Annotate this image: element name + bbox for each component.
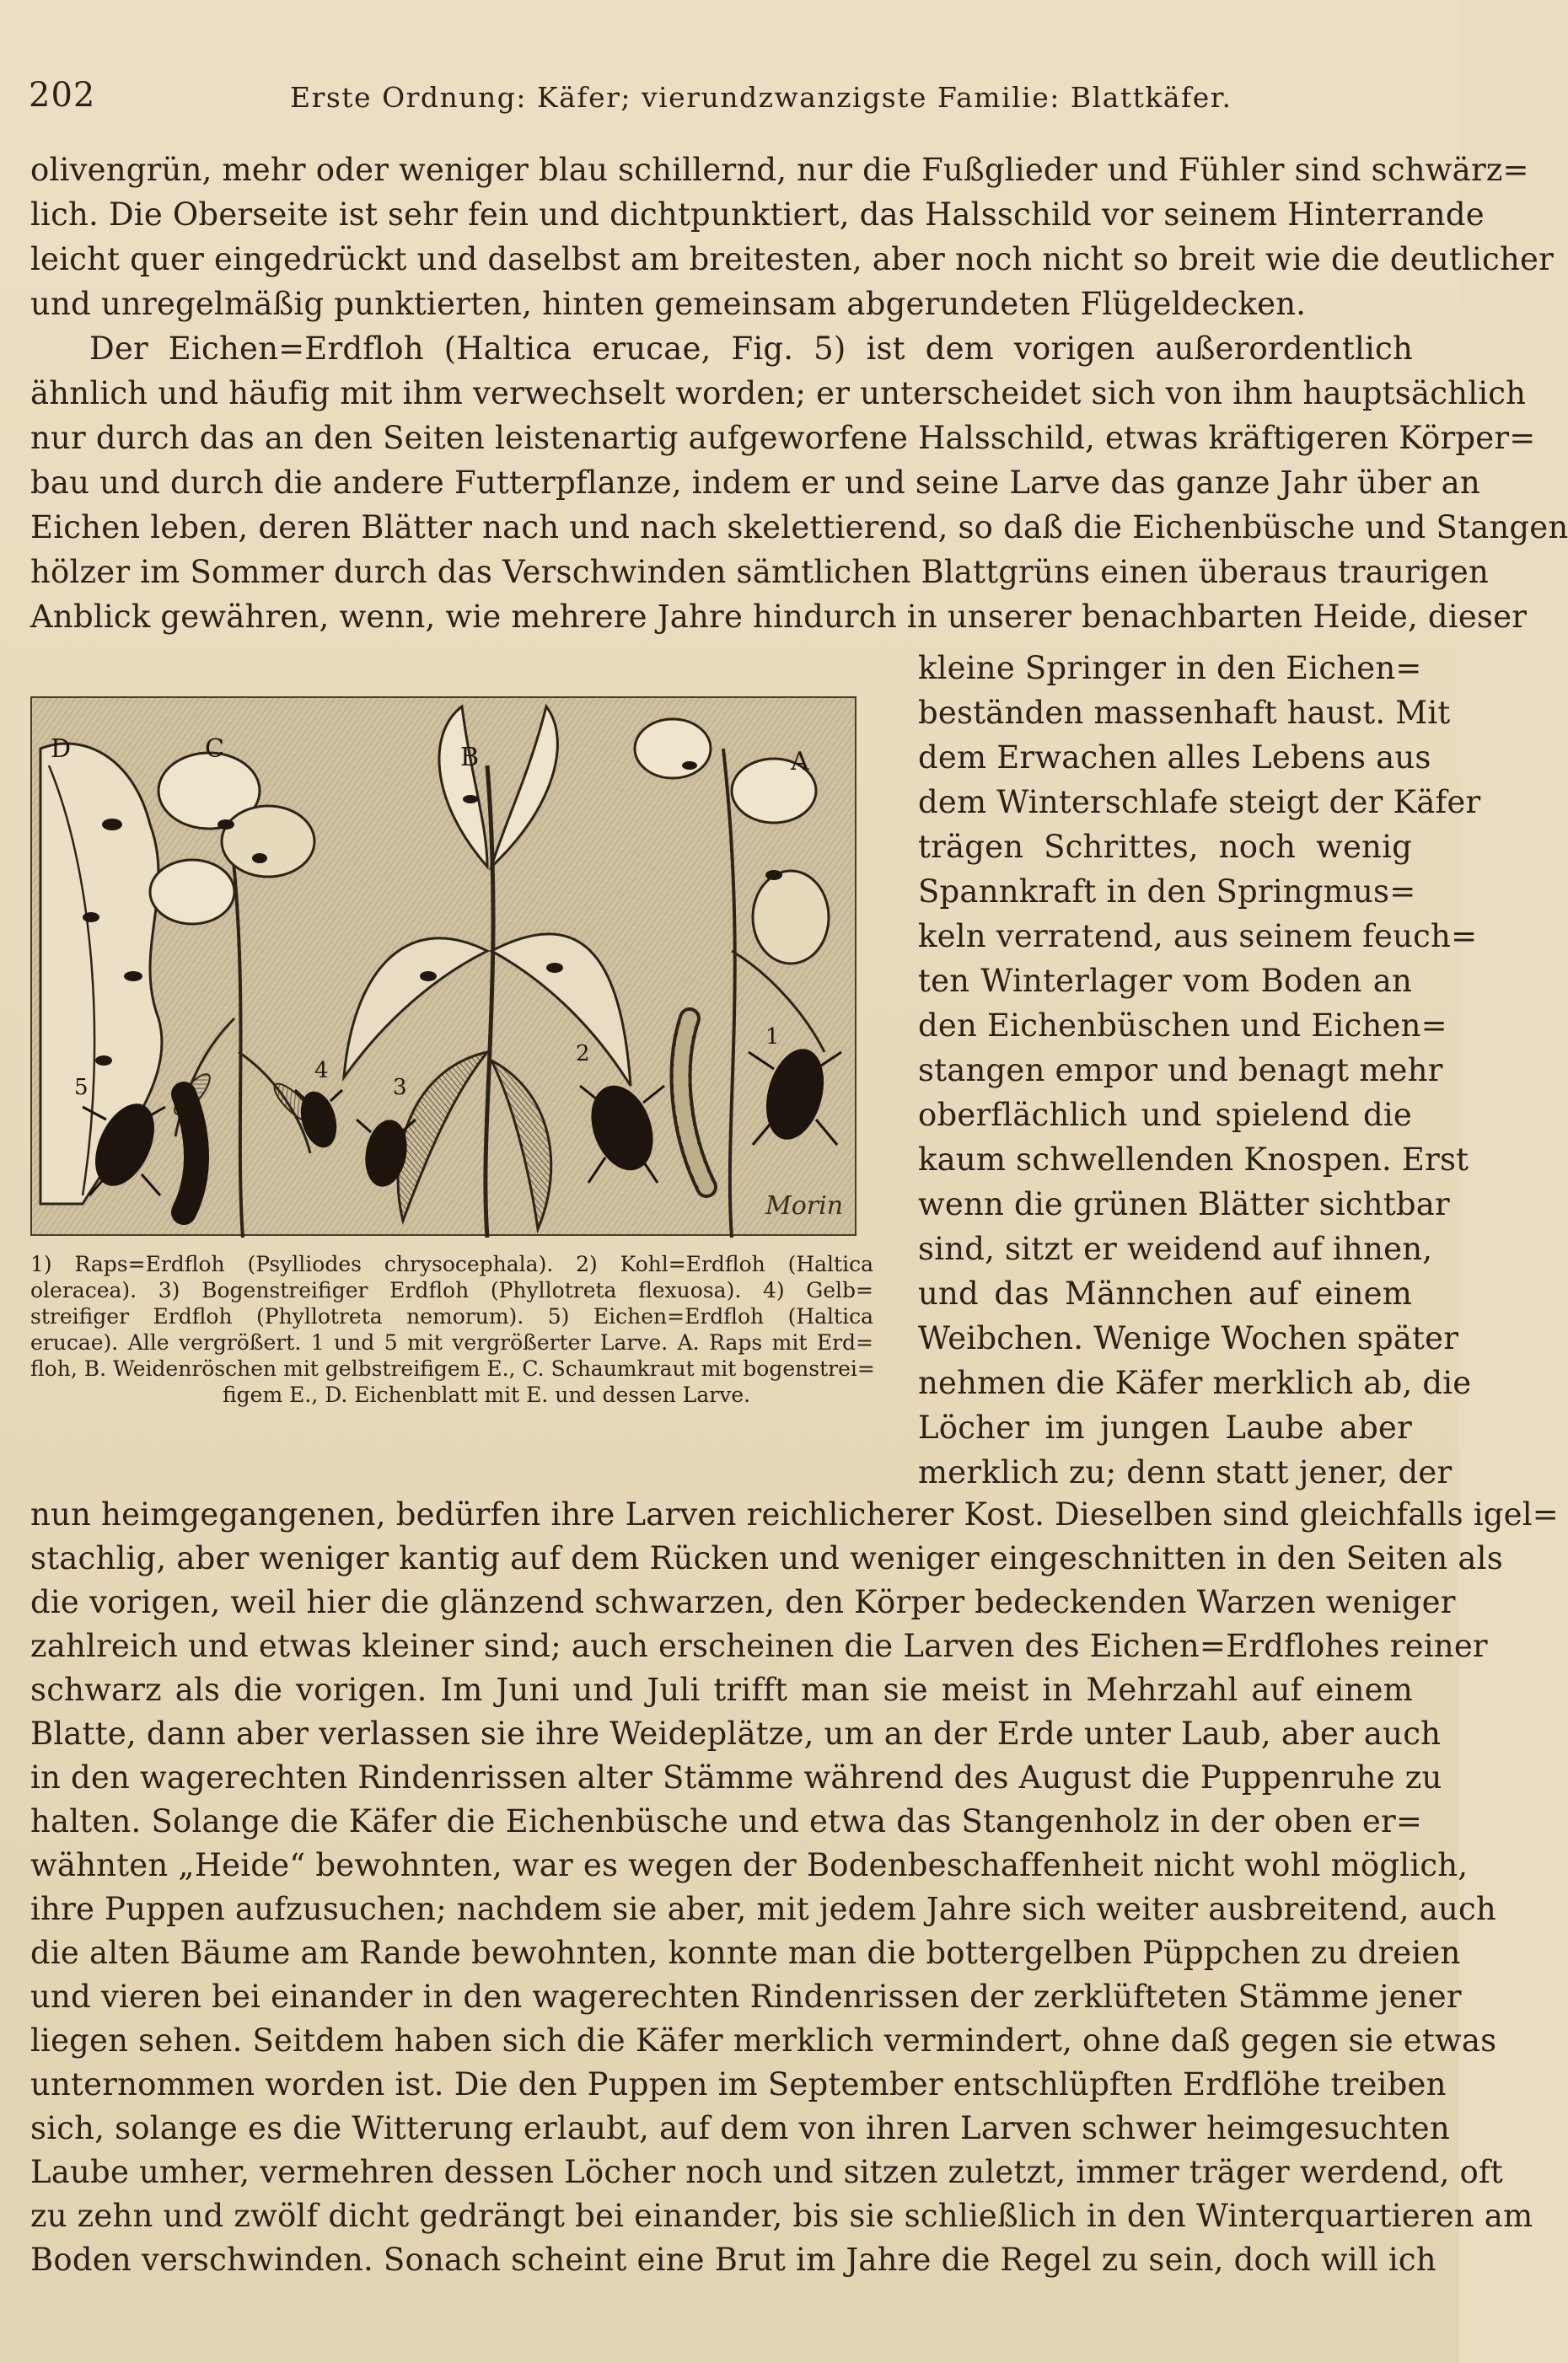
engraving-illustration xyxy=(32,698,855,1234)
text-line: sich, solange es die Witterung erlaubt, auf dem von ihren Larven schwer heimgesuchten xyxy=(30,2110,1450,2146)
caption-line: erucae). Alle vergrößert. 1 und 5 mit vergrößerter Larve. A. Raps mit Erd= xyxy=(30,1330,873,1355)
text-line: und unregelmäßig punktierten, hinten gemeinsam abgerundeten Flügeldecken. xyxy=(30,286,1307,322)
botanical-engraving-figure xyxy=(30,696,856,1236)
text-line: Eichen leben, deren Blätter nach und nach skelettierend, so daß die Eichenbüsche und Stangen xyxy=(30,509,1568,545)
text-line: Boden verschwinden. Sonach scheint eine Brut im Jahre die Regel zu sein, doch will ich xyxy=(30,2242,1436,2278)
side-text-line: kleine Springer in den Eichen= xyxy=(918,650,1422,686)
text-line: halten. Solange die Käfer die Eichenbüsche und etwa das Stangenholz in der oben er= xyxy=(30,1803,1423,1839)
caption-line: oleracea). 3) Bogenstreifiger Erdfloh (Phyllotreta flexuosa). 4) Gelb= xyxy=(30,1278,873,1302)
side-text-line: Löcher im jungen Laube aber xyxy=(918,1410,1412,1446)
text-line: Anblick gewähren, wenn, wie mehrere Jahre hindurch in unserer benachbarten Heide, dieser xyxy=(30,599,1528,635)
page-number: 202 xyxy=(29,76,96,115)
text-line: wähnten „Heide“ bewohnten, war es wegen der Bodenbeschaffenheit nicht wohl möglich, xyxy=(30,1847,1469,1883)
text-line: nur durch das an den Seiten leistenartig aufgeworfene Halsschild, etwas kräftigeren Körper= xyxy=(30,420,1536,456)
text-line: nun heimgegangenen, bedürfen ihre Larven reichlicherer Kost. Dieselben sind gleichfalls igel= xyxy=(30,1496,1560,1533)
side-text-line: stangen empor und benagt mehr xyxy=(918,1052,1443,1088)
plate-letter-c: C xyxy=(205,734,224,764)
side-text-line: wenn die grünen Blätter sichtbar xyxy=(918,1186,1450,1222)
side-text-line: dem Winterschlafe steigt der Käfer xyxy=(918,784,1481,820)
text-line: hölzer im Sommer durch das Verschwinden sämtlichen Blattgrüns einen überaus traurigen xyxy=(30,554,1490,590)
side-text-line: ten Winterlager vom Boden an xyxy=(918,963,1412,999)
plate-number-3: 3 xyxy=(393,1075,407,1100)
plate-number-2: 2 xyxy=(576,1041,590,1066)
side-text-line: nehmen die Käfer merklich ab, die xyxy=(918,1365,1472,1401)
text-line: die vorigen, weil hier die glänzend schwarzen, den Körper bedeckenden Warzen weniger xyxy=(30,1584,1456,1620)
side-text-line: Spannkraft in den Springmus= xyxy=(918,873,1416,910)
side-text-line: dem Erwachen alles Lebens aus xyxy=(918,739,1431,776)
plate-letter-b: B xyxy=(460,743,480,772)
caption-line: figem E., D. Eichenblatt mit E. und dessen Larve. xyxy=(223,1383,751,1407)
side-text-line: merklich zu; denn statt jener, der xyxy=(918,1454,1453,1490)
text-line: die alten Bäume am Rande bewohnten, konnte man die bottergelben Püppchen zu dreien xyxy=(30,1935,1461,1971)
side-text-line: keln verratend, aus seinem feuch= xyxy=(918,918,1478,954)
plate-letter-d: D xyxy=(51,734,72,764)
figure-caption xyxy=(30,1251,873,1408)
side-text-line: Weibchen. Wenige Wochen später xyxy=(918,1320,1459,1356)
plate-number-5: 5 xyxy=(74,1075,89,1100)
plate-number-1: 1 xyxy=(765,1024,780,1050)
larva-figure-5 xyxy=(184,1094,196,1212)
running-head xyxy=(29,71,1411,121)
text-line: in den wagerechten Rindenrissen alter Stämme während des August die Puppenruhe zu xyxy=(30,1759,1442,1796)
text-line: bau und durch die andere Futterpflanze, indem er und seine Larve das ganze Jahr über an xyxy=(30,465,1480,501)
text-line: zu zehn und zwölf dicht gedrängt bei einander, bis sie schließlich in den Winterquartieren am xyxy=(30,2198,1533,2234)
side-text-line: oberflächlich und spielend die xyxy=(918,1097,1412,1133)
plate-letter-a: A xyxy=(791,747,809,776)
caption-line: streifiger Erdfloh (Phyllotreta nemorum). 5) Eichen=Erdfloh (Haltica xyxy=(30,1304,873,1329)
text-line: Blatte, dann aber verlassen sie ihre Weideplätze, um an der Erde unter Laub, aber auch xyxy=(30,1716,1442,1752)
side-text-line: beständen massenhaft haust. Mit xyxy=(918,695,1451,731)
side-text-line: den Eichenbüschen und Eichen= xyxy=(918,1007,1447,1044)
text-line: ähnlich und häufig mit ihm verwechselt worden; er unterscheidet sich von ihm hauptsächlich xyxy=(30,375,1527,411)
text-line: lich. Die Oberseite ist sehr fein und dichtpunktiert, das Halsschild vor seinem Hinterrande xyxy=(30,196,1485,233)
side-text-line: kaum schwellenden Knospen. Erst xyxy=(918,1141,1469,1178)
text-line: und vieren bei einander in den wagerechten Rindenrissen der zerklüfteten Stämme jener xyxy=(30,1979,1462,2015)
running-title: Erste Ordnung: Käfer; vierundzwanzigste Familie: Blattkäfer. xyxy=(290,81,1232,114)
text-line: unternommen worden ist. Die den Puppen im September entschlüpften Erdflöhe treiben xyxy=(30,2066,1447,2103)
text-line: olivengrün, mehr oder weniger blau schillernd, nur die Fußglieder und Fühler sind schwärz= xyxy=(30,152,1529,188)
text-line: schwarz als die vorigen. Im Juni und Juli trifft man sie meist in Mehrzahl auf einem xyxy=(30,1672,1413,1708)
text-line: zahlreich und etwas kleiner sind; auch erscheinen die Larven des Eichen=Erdflohes reiner xyxy=(30,1628,1488,1664)
caption-line: 1) Raps=Erdfloh (Psylliodes chrysocephala). 2) Kohl=Erdfloh (Haltica xyxy=(30,1252,873,1276)
side-text-line: und das Männchen auf einem xyxy=(918,1275,1412,1312)
side-text-line: trägen Schrittes, noch wenig xyxy=(918,829,1412,865)
caption-line: floh, B. Weidenröschen mit gelbstreifigem E., C. Schaumkraut mit bogenstrei= xyxy=(30,1356,875,1381)
engraver-signature: Morin xyxy=(765,1191,844,1221)
text-line: Laube umher, vermehren dessen Löcher noch und sitzen zuletzt, immer träger werdend, oft xyxy=(30,2154,1503,2190)
text-line: Der Eichen=Erdfloh (Haltica erucae, Fig. 5) ist dem vorigen außerordentlich xyxy=(89,330,1413,367)
text-line: leicht quer eingedrückt und daselbst am breitesten, aber noch nicht so breit wie die deutlicher xyxy=(30,241,1554,277)
plate-number-4: 4 xyxy=(314,1058,329,1083)
side-text-line: sind, sitzt er weidend auf ihnen, xyxy=(918,1231,1433,1267)
text-line: liegen sehen. Seitdem haben sich die Käfer merklich vermindert, ohne daß gegen sie etwas xyxy=(30,2022,1497,2059)
text-line: stachlig, aber weniger kantig auf dem Rücken und weniger eingeschnitten in den Seiten als xyxy=(30,1540,1503,1576)
text-line: ihre Puppen aufzusuchen; nachdem sie aber, mit jedem Jahre sich weiter ausbreitend, auch xyxy=(30,1891,1496,1927)
